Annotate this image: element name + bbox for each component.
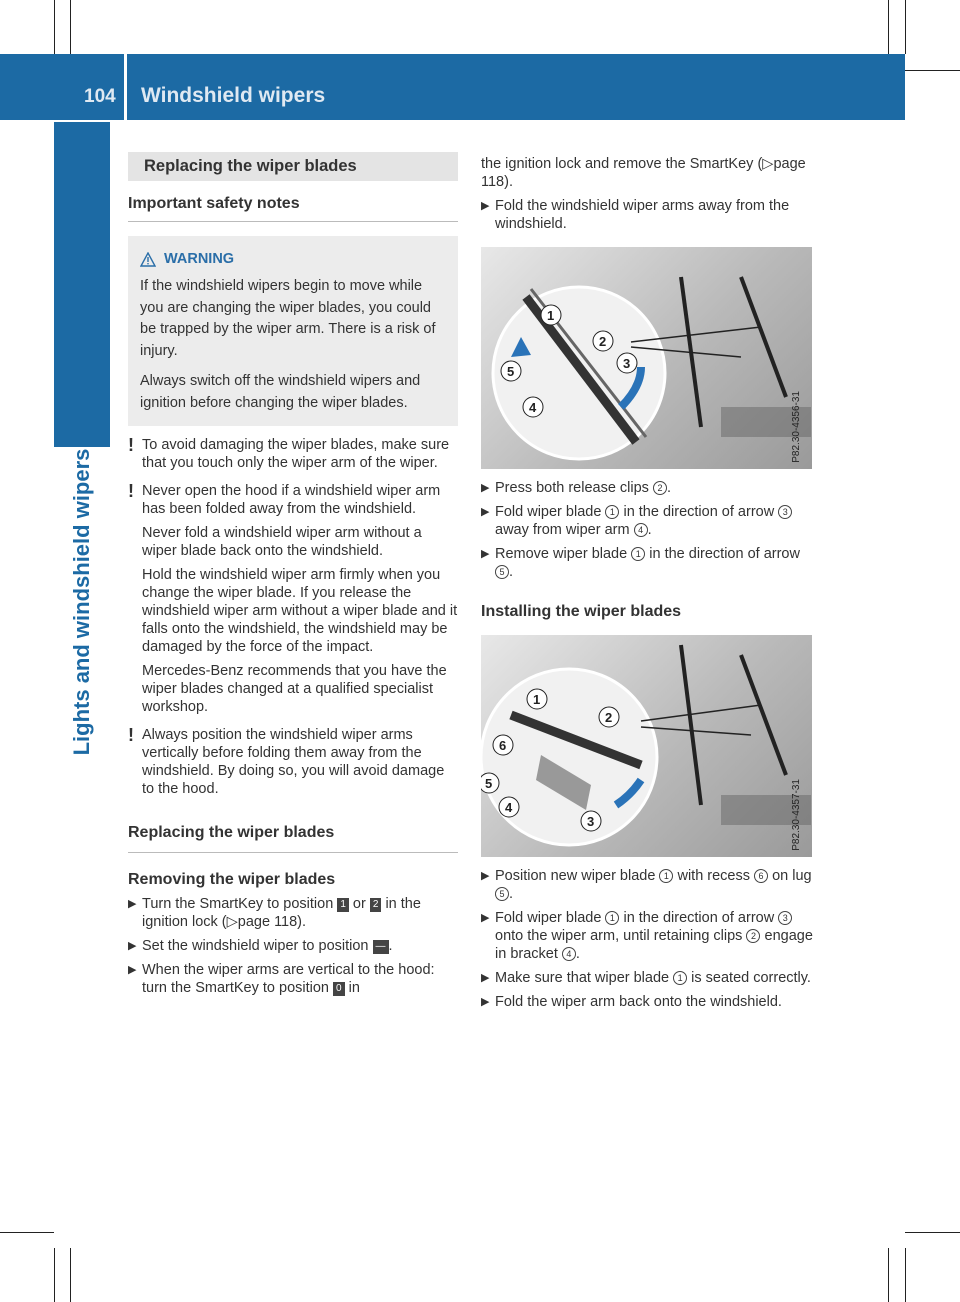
step-arrow-icon: ▶	[128, 964, 137, 976]
side-tab-label: Lights and windshield wipers	[69, 448, 94, 756]
step: ▶ Fold wiper blade 1 in the direction of arrow 3 away from wiper arm 4 .	[481, 503, 813, 539]
step: ▶ When the wiper arms are vertical to the hood: turn the SmartKey to position 0 in	[128, 962, 435, 996]
step: ▶ Fold the wiper arm back onto the windshield.	[481, 994, 782, 1010]
crop-mark	[54, 0, 55, 54]
callout-5: 5	[507, 364, 515, 379]
side-tab	[54, 122, 110, 447]
callout-4: 4	[529, 400, 537, 415]
page-title: Windshield wipers	[141, 84, 326, 107]
step-arrow-icon: ▶	[481, 506, 490, 518]
crop-mark	[905, 1232, 960, 1233]
note	[128, 482, 458, 716]
step-arrow-icon: ▶	[481, 548, 490, 560]
callout-2: 2	[599, 334, 607, 349]
step: ▶ Set the windshield wiper to position — .	[128, 938, 393, 954]
step: ▶ Position new wiper blade 1 with recess 6 on lug 5 .	[481, 868, 812, 902]
figure-id: P82.30-4357-31	[791, 779, 802, 851]
note-text: Never fold a windshield wiper arm without a wiper blade back onto the windshield.	[142, 525, 422, 559]
step-arrow-icon: ▶	[481, 482, 490, 494]
page-number: 104	[84, 86, 116, 107]
note-text: Never open the hood if a windshield wiper arm has been folded away from the windshield.	[142, 483, 441, 517]
right-column	[481, 155, 813, 1011]
left-column	[128, 152, 458, 997]
warning-title	[140, 250, 446, 268]
warning-text: If the windshield wipers begin to move while you are changing the wiper blades, you could be trapped by the wiper arm. There is a risk of injury.	[140, 278, 436, 359]
note-text: To avoid damaging the wiper blades, make sure that you touch only the wiper arm of the wiper.	[142, 437, 450, 471]
step-arrow-icon: ▶	[481, 870, 490, 882]
exclamation-icon: !	[128, 435, 134, 455]
callout-6: 6	[499, 738, 507, 753]
warning-triangle-icon	[140, 252, 156, 267]
safety-heading: Important safety notes	[128, 191, 458, 222]
wiper-off-symbol: —	[373, 940, 389, 954]
step-arrow-icon: ▶	[481, 972, 490, 984]
callout-1: 1	[547, 308, 555, 323]
header-divider	[124, 54, 127, 120]
wiper-install-illustration	[481, 635, 812, 857]
crop-mark	[54, 1248, 55, 1302]
step: ▶ Make sure that wiper blade 1 is seated correctly.	[481, 970, 811, 986]
callout-5: 5	[485, 776, 493, 791]
note	[128, 436, 458, 472]
callout-1: 1	[533, 692, 541, 707]
crop-mark	[70, 0, 71, 54]
warning-box	[128, 236, 458, 426]
figure-removing-wiper	[481, 247, 812, 469]
warning-label: WARNING	[164, 251, 235, 267]
crop-mark	[888, 1248, 889, 1302]
exclamation-icon: !	[128, 725, 134, 745]
installing-heading: Installing the wiper blades	[481, 603, 682, 620]
step-arrow-icon: ▶	[128, 898, 137, 910]
figure-id: P82.30-4356-31	[791, 391, 802, 463]
page-ref-icon: ▷	[762, 156, 774, 172]
step-arrow-icon: ▶	[128, 940, 137, 952]
step-arrow-icon: ▶	[481, 912, 490, 924]
callout-4: 4	[505, 800, 513, 815]
step: ▶ Press both release clips 2 .	[481, 480, 671, 496]
removing-heading: Removing the wiper blades	[128, 871, 336, 888]
crop-mark	[888, 0, 889, 54]
figure-installing-wiper	[481, 635, 812, 857]
replacing-heading: Replacing the wiper blades	[128, 824, 458, 853]
key-position-2: 2	[370, 898, 382, 912]
crop-mark	[0, 1232, 54, 1233]
page-ref-icon: ▷	[226, 914, 238, 930]
key-position-0: 0	[333, 982, 345, 996]
step-arrow-icon: ▶	[481, 996, 490, 1008]
step-arrow-icon: ▶	[481, 200, 490, 212]
note-text: Mercedes-Benz recommends that you have the wiper blades changed at a qualified specialist workshop.	[142, 663, 447, 715]
crop-mark	[905, 1248, 906, 1302]
section-title: Replacing the wiper blades	[128, 152, 458, 181]
callout-3: 3	[623, 356, 631, 371]
step: ▶ Remove wiper blade 1 in the direction of arrow 5 .	[481, 546, 800, 580]
key-position-1: 1	[337, 898, 349, 912]
step: ▶ Turn the SmartKey to position 1 or 2 in the ignition lock (▷page 118).	[128, 896, 421, 930]
step: ▶ Fold the windshield wiper arms away from the windshield.	[481, 198, 790, 232]
page-header	[0, 54, 905, 120]
note	[128, 726, 458, 798]
wiper-removal-illustration	[481, 247, 812, 469]
callout-2: 2	[605, 710, 613, 725]
crop-mark	[905, 0, 906, 54]
warning-text: Always switch off the windshield wipers and ignition before changing the wiper blades.	[140, 373, 421, 411]
callout-3: 3	[587, 814, 595, 829]
exclamation-icon: !	[128, 481, 134, 501]
step: ▶ Fold wiper blade 1 in the direction of arrow 3 onto the wiper arm, until retaining clips 2 engage in bracket 4 .	[481, 910, 813, 962]
crop-mark	[905, 70, 960, 71]
continued-text: the ignition lock and remove the SmartKey (▷page 118).	[481, 156, 806, 190]
note-text: Hold the windshield wiper arm firmly when you change the wiper blade. If you release the windshield wiper arm without a wiper blade and it falls onto the windshield, the windshield may be damaged by the force of the impact.	[142, 567, 458, 655]
crop-mark	[70, 1248, 71, 1302]
note-text: Always position the windshield wiper arms vertically before folding them away from the windshield. By doing so, you will avoid damage to the hood.	[142, 727, 445, 797]
